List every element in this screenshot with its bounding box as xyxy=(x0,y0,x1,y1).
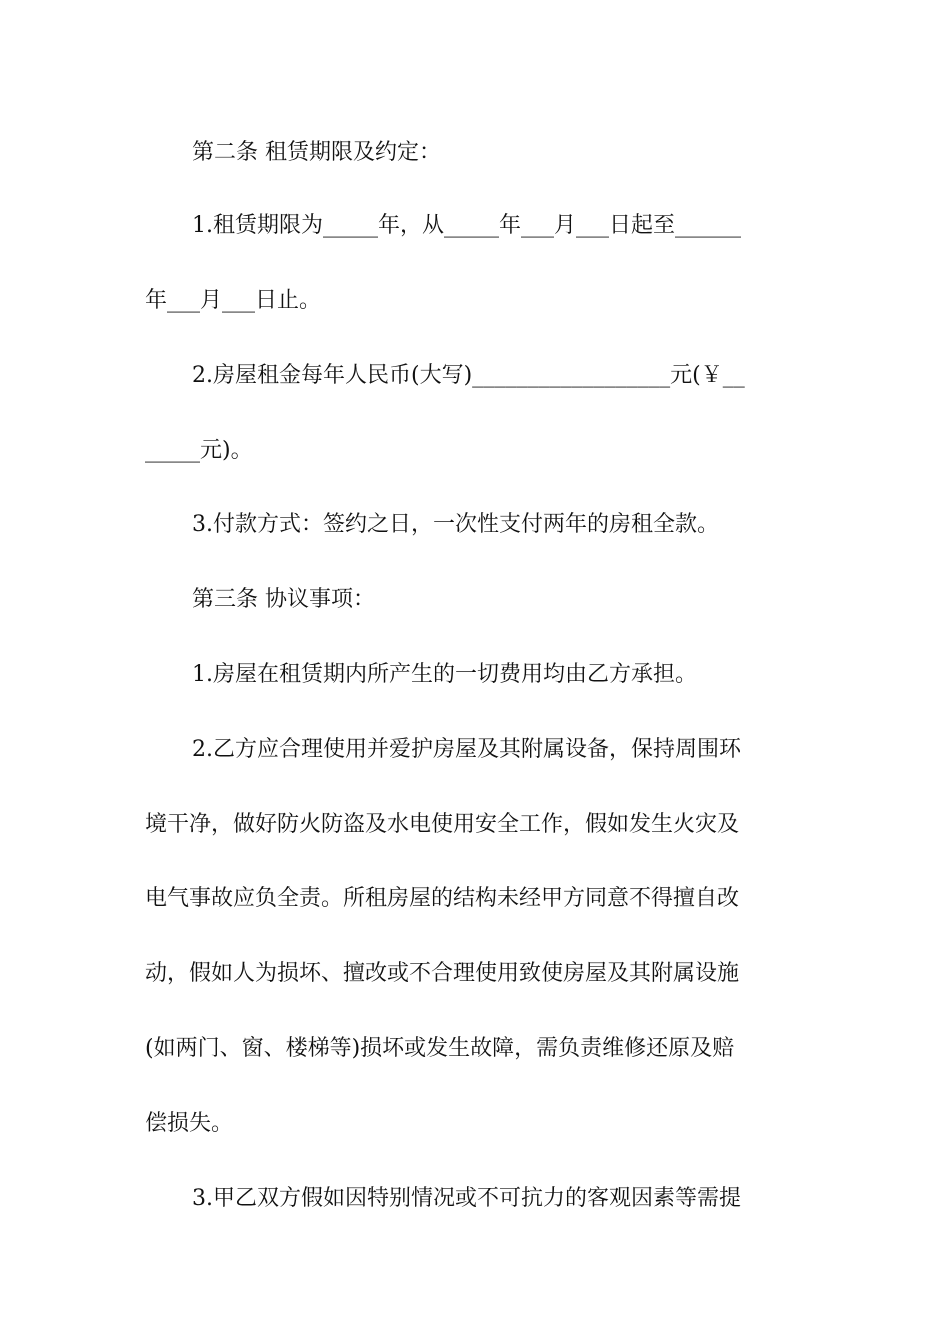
clause-3-2-line-2: 境干净，做好防火防盗及水电使用安全工作，假如发生火灾及 xyxy=(145,812,740,837)
article-3-heading: 第三条 协议事项： xyxy=(192,587,375,612)
rent-amount-line-1: 2.房屋租金每年人民币(大写)__________________元(￥__ xyxy=(192,363,745,388)
lease-term-line-2: 年___月___日止。 xyxy=(145,288,322,313)
rent-amount-line-2: _____元)。 xyxy=(145,438,253,463)
clause-3-2-line-4: 动，假如人为损坏、擅改或不合理使用致使房屋及其附属设施 xyxy=(145,961,740,986)
lease-term-line-1: 1.租赁期限为_____年，从_____年___月___日起至______ xyxy=(192,213,741,238)
clause-3-2-line-3: 电气事故应负全责。所租房屋的结构未经甲方同意不得擅自改 xyxy=(145,886,740,911)
clause-3-1-line: 1.房屋在租赁期内所产生的一切费用均由乙方承担。 xyxy=(192,662,697,687)
clause-3-3-line-1: 3.甲乙双方假如因特别情况或不可抗力的客观因素等需提 xyxy=(192,1186,741,1211)
article-2-heading: 第二条 租赁期限及约定： xyxy=(192,140,441,165)
payment-method-line: 3.付款方式：签约之日，一次性支付两年的房租全款。 xyxy=(192,512,719,537)
clause-3-2-line-1: 2.乙方应合理使用并爱护房屋及其附属设备，保持周围环 xyxy=(192,737,741,762)
clause-3-2-line-6: 偿损失。 xyxy=(145,1111,234,1136)
clause-3-2-line-5: (如两门、窗、楼梯等)损坏或发生故障，需负责维修还原及赔 xyxy=(145,1036,735,1061)
